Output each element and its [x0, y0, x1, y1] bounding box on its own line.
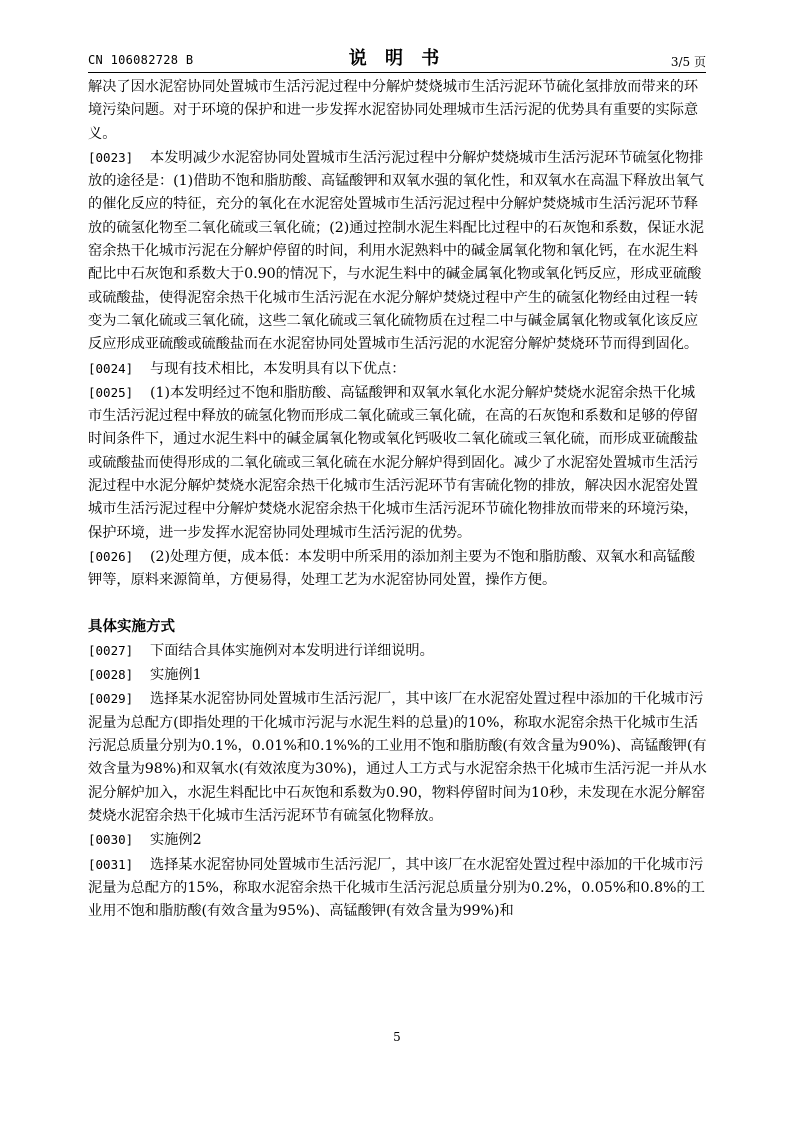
paragraph [88, 639, 708, 663]
page-indicator: 3/5 页 [670, 55, 706, 69]
paragraph-number: [0025] [88, 384, 134, 400]
paragraph-text: 本发明减少水泥窑协同处置城市生活污泥过程中分解炉焚烧城市生活污泥环节硫氢化物排放的途径是：(1)借助不饱和脂肪酸、高锰酸钾和双氧水强的氧化性，和双氧水在高温下释放出氧气的催化反应的特征，充分的氧化在水泥窑处置城市生活污泥过程中分解炉焚烧城市生活污泥环节释放的硫氢化物至二氧化硫或三氧化硫；(2)通过控制水泥生料配比过程中的石灰饱和系数，保证水泥窑余热干化城市污泥在分解炉停留的时间，利用水泥熟料中的碱金属氧化物和氧化钙，在水泥生料配比中石灰饱和系数大于0.90的情况下，与水泥生料中的碱金属氧化物或氧化钙反应，形成亚硫酸或硫酸盐，使得泥窑余热干化城市生活污泥在水泥分解炉焚烧过程中产生的硫氢化物经由过程一转变为二氧化硫或三氧化硫，这些二氧化硫或三氧化硫物质在过程二中与碱金属氧化物或氧化该反应反应形成亚硫酸或硫酸盐而在水泥窑协同处置城市生活污泥的水泥窑分解炉焚烧环节而得到固化。 [88, 149, 704, 353]
paragraph-number: [0028] [88, 667, 134, 683]
page-footer [0, 1030, 794, 1044]
paragraph-number: [0030] [88, 832, 134, 848]
paragraph-text: 实施例1 [150, 667, 202, 684]
paragraph [88, 146, 708, 357]
paragraph [88, 853, 708, 924]
page-header [88, 44, 706, 72]
section-heading: 具体实施方式 [88, 618, 175, 635]
paragraph [88, 381, 708, 545]
header-rule [88, 72, 706, 73]
paragraph [88, 545, 708, 593]
paragraph-number: [0027] [88, 642, 134, 658]
document-title: 说 明 书 [348, 48, 446, 69]
paragraph-text: 解决了因水泥窑协同处置城市生活污泥过程中分解炉焚烧城市生活污泥环节硫化氢排放而带来的环境污染问题。对于环境的保护和进一步发挥水泥窑协同处理城市生活污泥的优势具有重要的实际意义。 [88, 79, 699, 142]
paragraph-text: (1)本发明经过不饱和脂肪酸、高锰酸钾和双氧水氧化水泥分解炉焚烧水泥窑余热干化城市生活污泥过程中释放的硫氢化物而形成二氧化硫或三氧化硫，在高的石灰饱和系数和足够的停留时间条件下，通过水泥生料中的碱金属氧化物或氧化钙吸收二氧化硫或三氧化硫，而形成亚硫酸盐或硫酸盐而使得形成的二氧化硫或三氧化硫在水泥分解炉得到固化。减少了水泥窑处置城市生活污泥过程中水泥分解炉焚烧水泥窑余热干化城市生活污泥环节有害硫化物的排放，解决因水泥窑处置城市生活污泥过程中分解炉焚烧水泥窑余热干化城市生活污泥环节硫化物排放而带来的环境污染，保护环境，进一步发挥水泥窑协同处理城市生活污泥的优势。 [88, 384, 699, 541]
paragraph [88, 663, 708, 687]
paragraph [88, 687, 708, 828]
paragraph-number: [0029] [88, 691, 134, 707]
paragraph-text: 实施例2 [150, 832, 202, 849]
document-body [88, 76, 708, 923]
paragraph-text: 选择某水泥窑协同处置城市生活污泥厂，其中该厂在水泥窑处置过程中添加的干化城市污泥量为总配方的15%，称取水泥窑余热干化城市生活污泥总质量分别为0.2%，0.05%和0.8%的工业用不饱和脂肪酸(有效含量为95%)、高锰酸钾(有效含量为99%)和 [88, 856, 705, 920]
paragraph-continued [88, 76, 708, 146]
paragraph [88, 828, 708, 852]
publication-number: CN 106082728 B [88, 53, 194, 67]
paragraph-number: [0023] [88, 149, 134, 165]
page-number: 5 [393, 1030, 401, 1044]
paragraph [88, 357, 708, 381]
section-gap [88, 593, 708, 616]
paragraph-text: 选择某水泥窑协同处置城市生活污泥厂，其中该厂在水泥窑处置过程中添加的干化城市污泥量为总配方(即指处理的干化城市污泥与水泥生料的总量)的10%，称取水泥窑余热干化城市生活污泥总质量分别为0.1%，0.01%和0.1%%的工业用不饱和脂肪酸(有效含量为90%)、高锰酸钾(有效含量为98%)和双氧水(有效浓度为30%)，通过人工方式与水泥窑余热干化城市生活污泥一并从水泥分解炉加入，水泥生料配比中石灰饱和系数为0.90，物料停留时间为10秒，未发现在水泥分解窑焚烧水泥窑余热干化城市生活污泥环节有硫氢化物释放。 [88, 691, 707, 824]
paragraph-number: [0031] [88, 856, 134, 872]
paragraph-text: (2)处理方便，成本低：本发明中所采用的添加剂主要为不饱和脂肪酸、双氧水和高锰酸钾等，原料来源简单，方便易得，处理工艺为水泥窑协同处置，操作方便。 [88, 548, 696, 589]
paragraph-text: 下面结合具体实施例对本发明进行详细说明。 [150, 642, 434, 659]
paragraph-number: [0024] [88, 360, 134, 376]
paragraph-text: 与现有技术相比，本发明具有以下优点： [150, 360, 406, 377]
paragraph-number: [0026] [88, 548, 134, 564]
